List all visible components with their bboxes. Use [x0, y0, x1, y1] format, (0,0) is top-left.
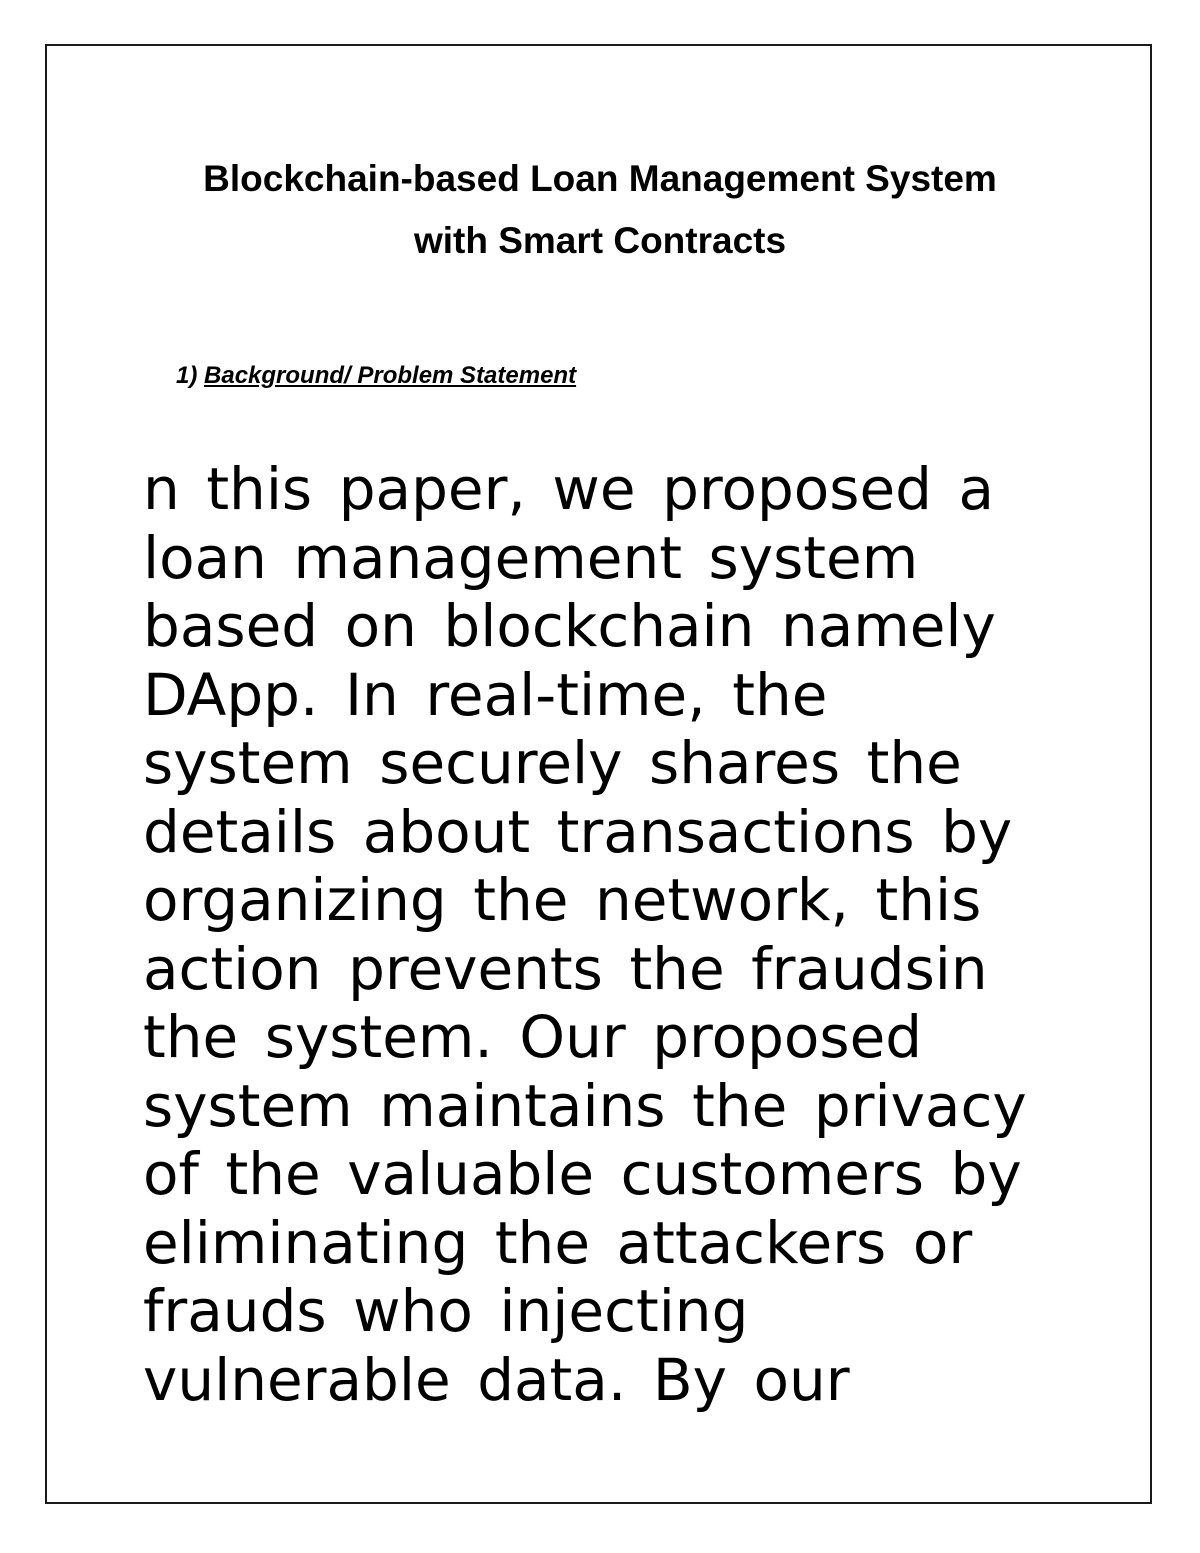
body-line: frauds who injecting: [143, 1277, 749, 1345]
title-line-1: Blockchain-based Loan Management System: [203, 158, 997, 199]
body-line: of the valuable customers by: [143, 1140, 1022, 1208]
section-heading-label: Background/ Problem Statement: [204, 362, 577, 389]
body-line: organizing the network, this: [143, 866, 982, 934]
body-line: system maintains the privacy: [143, 1071, 1027, 1140]
body-line: loan management system: [143, 523, 919, 592]
body-line: based on blockchain namely: [143, 592, 996, 660]
body-line: eliminating the attackers or: [143, 1208, 973, 1277]
body-line: system securely shares the: [143, 729, 962, 797]
body-line: n this paper, we proposed a: [143, 455, 995, 523]
document-title: [0, 148, 1200, 272]
body-line: details about transactions by: [143, 797, 1013, 866]
body-line: DApp. In real-time, the: [143, 660, 828, 729]
body-line: vulnerable data. By our: [143, 1345, 850, 1414]
body-line: the system. Our proposed: [143, 1003, 923, 1071]
body-line: action prevents the fraudsin: [143, 934, 988, 1003]
section-number: 1): [176, 362, 198, 389]
title-line-2: with Smart Contracts: [413, 220, 787, 261]
body-paragraph: [143, 455, 1103, 1414]
section-heading: [176, 360, 576, 392]
